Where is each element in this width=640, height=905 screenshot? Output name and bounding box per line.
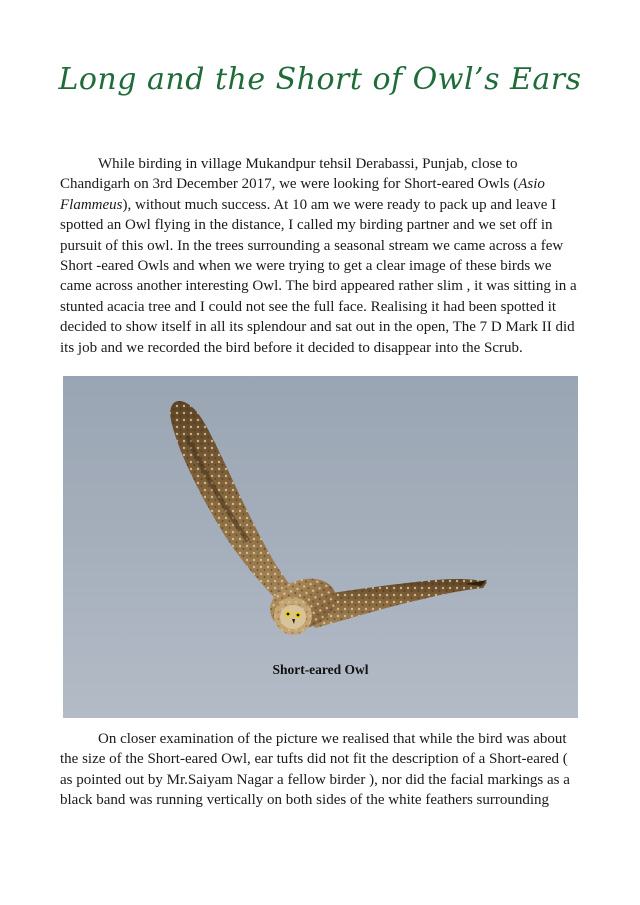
paragraph-examination: On closer examination of the picture we realised that while the bird was about the size of the Short-eared Owl, ear tufts did not fit the description of a Short-eared ( as pointed out by Mr.Saiyam Nagar a fellow birder ), nor did the facial markings as a black band was running vertically on both sides of the white feathers surrounding [60, 731, 570, 809]
paragraph-intro [60, 154, 580, 358]
scientific-name: Asio Flammeus [60, 176, 545, 213]
page-title: Long and the Short of Owl’s Ears [58, 62, 582, 97]
paragraph-intro-text-2: ), without much success. At 10 am we were ready to pack up and leave I spotted an Owl flying in the distance, I called my birding partner and we set off in pursuit of this owl. In the trees surrounding a seasonal stream we came across a few Short -eared Owls and when we were trying to get a clear image of these birds we came across another interesting Owl. The bird appeared rather slim , it was sitting in a stunted acacia tree and I could not see the full face. Realising it had been spotted it decided to show itself in all its splendour and sat out in the open, The 7 D Mark II did its job and we recorded the bird before it decided to disappear into the Scrub. [60, 196, 577, 356]
owl-photo [63, 376, 578, 718]
photo-caption: Short-eared Owl [272, 662, 369, 677]
paragraph-intro-text-1: While birding in village Mukandpur tehsil Derabassi, Punjab, close to Chandigarh on 3rd December 2017, we were looking for Short-eared Owls ( [60, 156, 519, 193]
